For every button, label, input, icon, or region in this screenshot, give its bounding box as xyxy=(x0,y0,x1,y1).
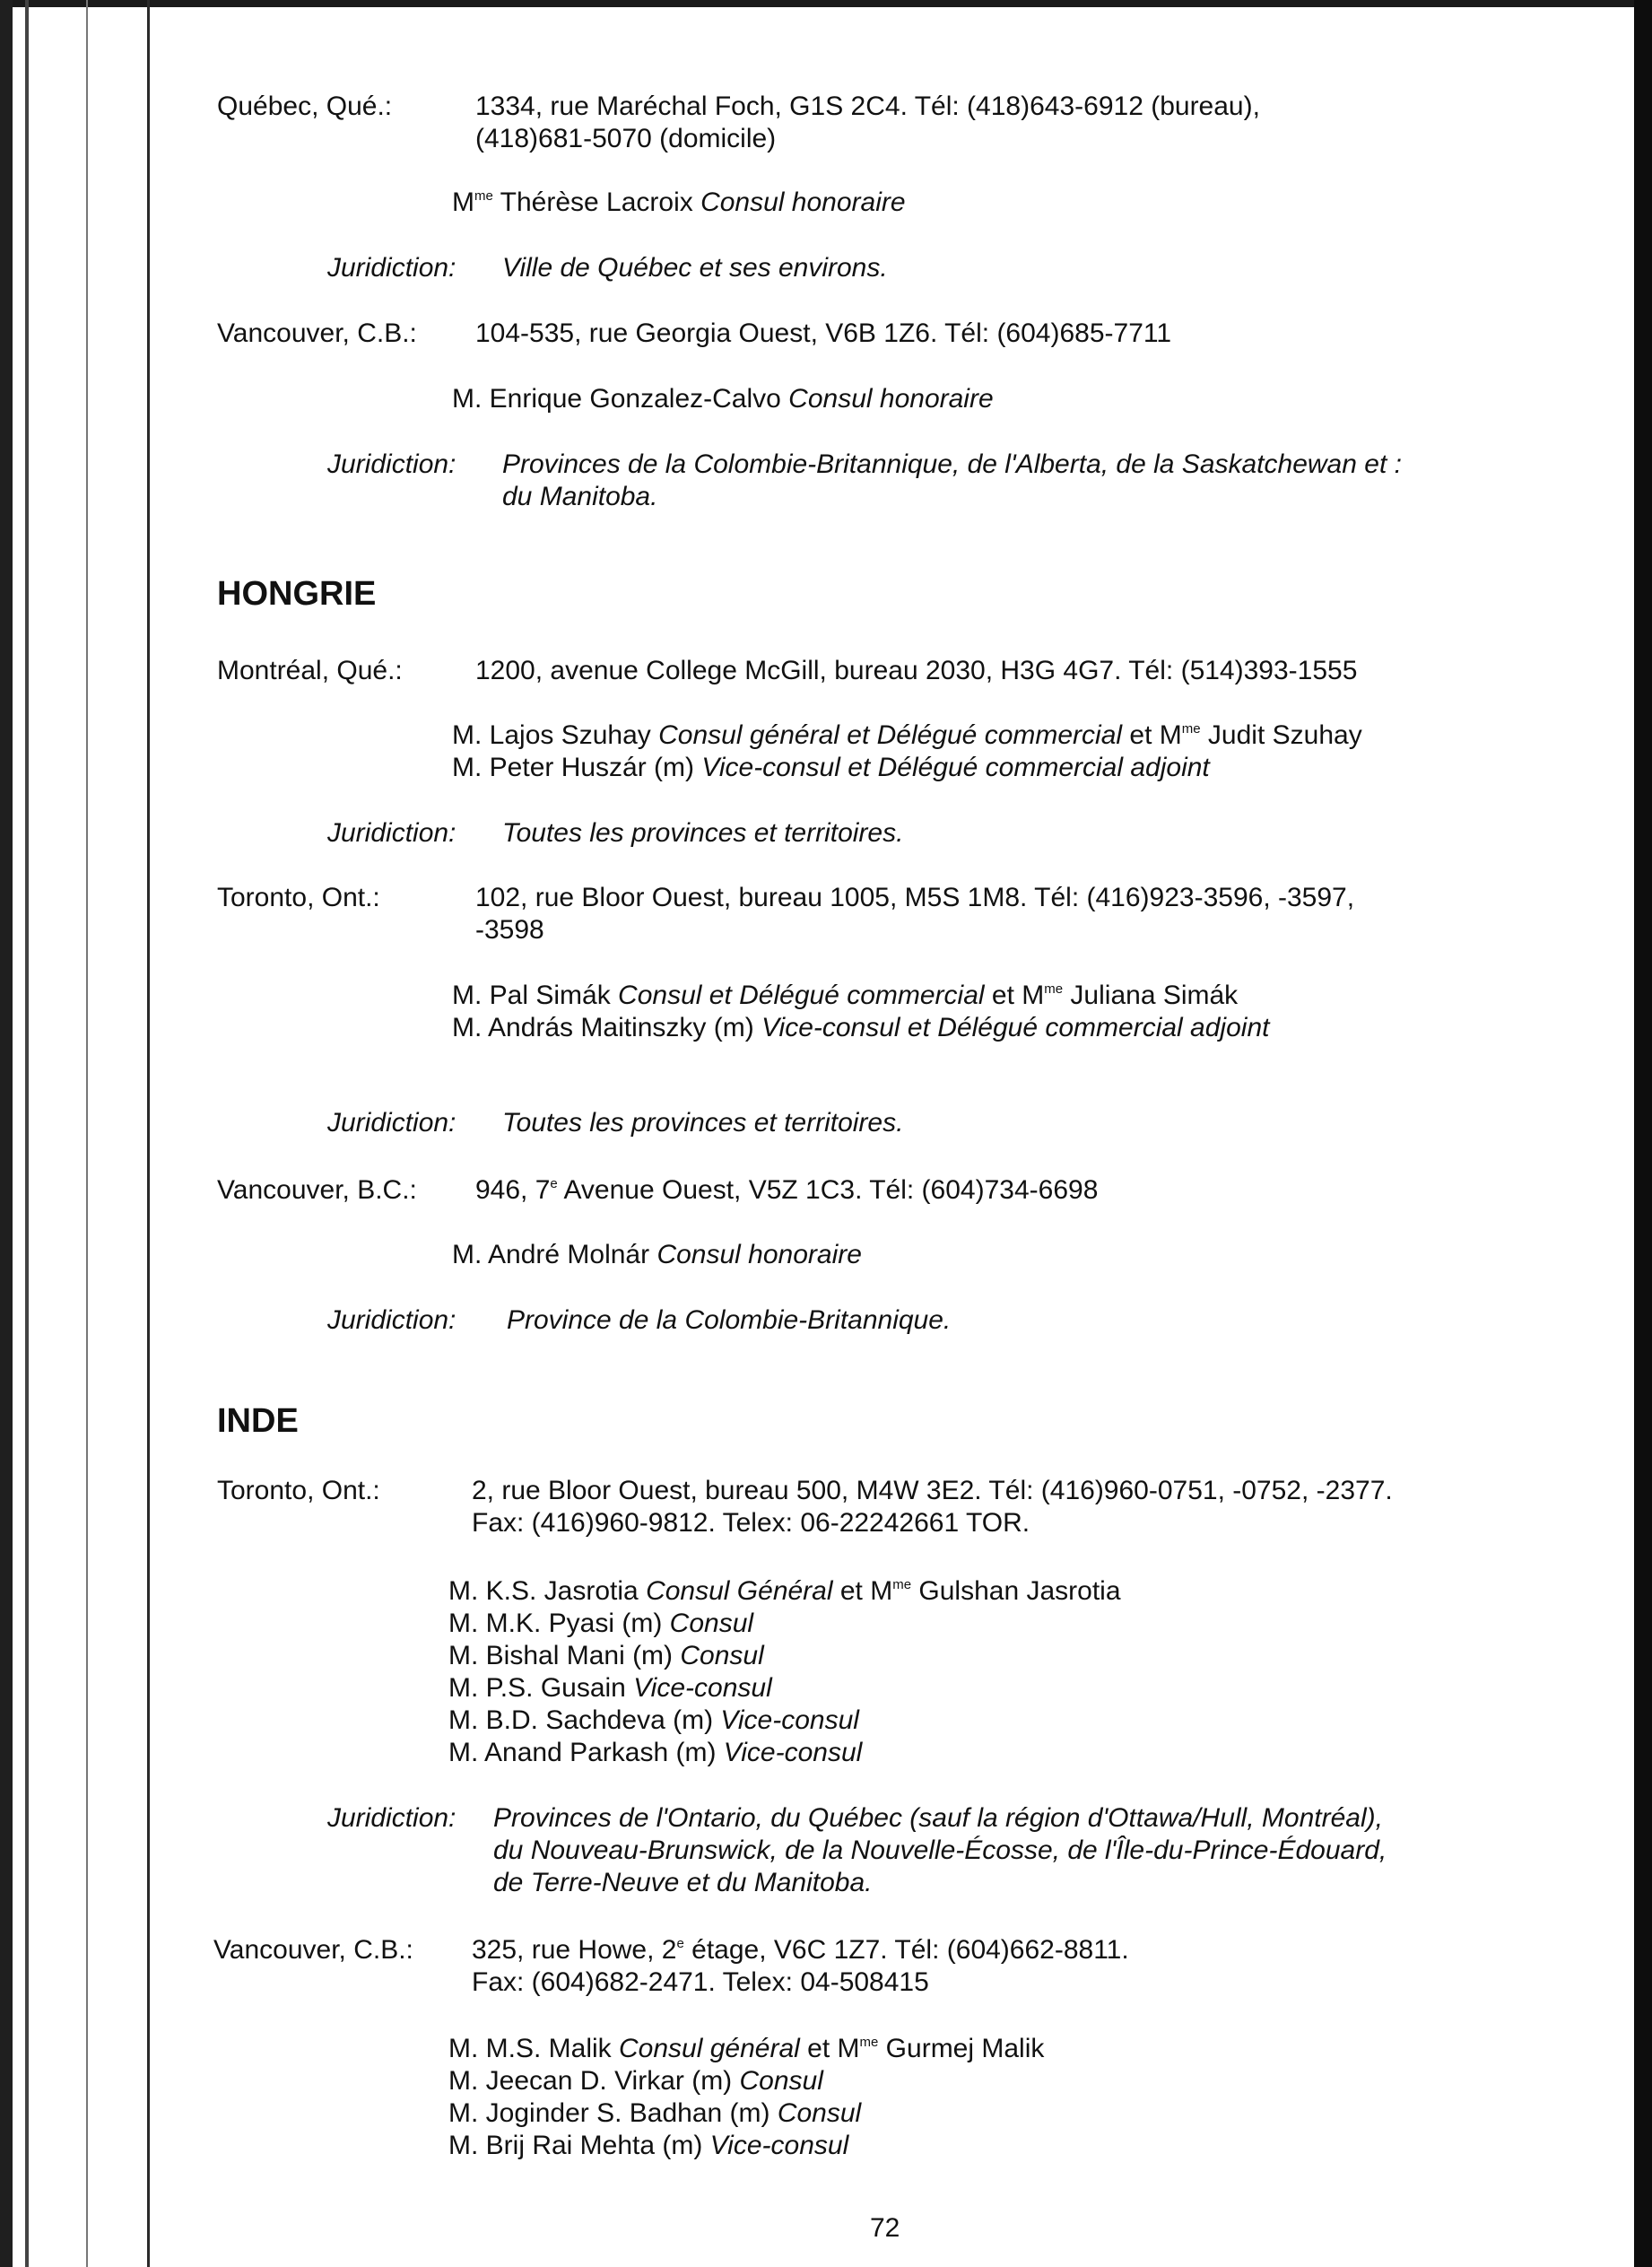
juridiction-label: Juridiction: xyxy=(327,818,456,848)
staff-entry: M. B.D. Sachdeva (m) Vice-consul xyxy=(448,1705,859,1735)
juridiction-label: Juridiction: xyxy=(327,253,456,283)
address: 946, 7e Avenue Ouest, V5Z 1C3. Tél: (604)734-6698 xyxy=(475,1175,1099,1205)
city-label: Toronto, Ont.: xyxy=(217,883,380,912)
address: 102, rue Bloor Ouest, bureau 1005, M5S 1M8. Tél: (416)923-3596, -3597, -3598 xyxy=(475,883,1355,945)
address: 1200, avenue College McGill, bureau 2030, H3G 4G7. Tél: (514)393-1555 xyxy=(475,656,1358,685)
country-heading: INDE xyxy=(217,1402,299,1440)
scan-edge-left-line xyxy=(25,0,29,2267)
city-label: Toronto, Ont.: xyxy=(217,1476,380,1505)
staff-entry: M. András Maitinszky (m) Vice-consul et Délégué commercial adjoint xyxy=(452,1013,1270,1042)
staff-entry: M. P.S. Gusain Vice-consul xyxy=(448,1673,772,1703)
city-label: Vancouver, C.B.: xyxy=(217,318,417,348)
juridiction-label: Juridiction: xyxy=(327,1305,456,1335)
staff-entry: $M^{me}$ Thérèse Lacroix Consul honoraire xyxy=(452,187,906,217)
staff-entry: M. André Molnár Consul honoraire xyxy=(452,1240,862,1269)
juridiction-text: Province de la Colombie-Britannique. xyxy=(507,1305,952,1335)
staff-entry: M. M.S. Malik Consul général et $M^{me}$ Gurmej Malik xyxy=(448,2034,1045,2063)
scan-edge-left-line xyxy=(86,0,88,2267)
scan-edge-top xyxy=(0,0,1652,7)
page-number: 72 xyxy=(870,2213,900,2243)
address: 1334, rue Maréchal Foch, G1S 2C4. Tél: (418)643-6912 (bureau), (418)681-5070 (domicile) xyxy=(475,92,1260,153)
city-label: Vancouver, B.C.: xyxy=(217,1175,417,1205)
staff-entry: M. Bishal Mani (m) Consul xyxy=(448,1641,764,1670)
juridiction-text: Toutes les provinces et territoires. xyxy=(502,818,904,848)
city-label: Québec, Qué.: xyxy=(217,92,393,121)
staff-entry: M. M.K. Pyasi (m) Consul xyxy=(448,1609,754,1638)
address: 2, rue Bloor Ouest, bureau 500, M4W 3E2. Tél: (416)960-0751, -0752, -2377. Fax: (416)960-9812. Telex: 06-22242661 TOR. xyxy=(472,1476,1393,1538)
staff-entry: M. Anand Parkash (m) Vice-consul xyxy=(448,1738,863,1767)
address-line: Fax: (604)682-2471. Telex: 04-508415 xyxy=(472,1967,929,1997)
juridiction-text: Provinces de l'Ontario, du Québec (sauf la région d'Ottawa/Hull, Montréal), du Nouveau-Brunswick, de la Nouvelle-Écosse, de l'Île-du-Prince-Édouard, de Terre-Neuve et du Manitoba. xyxy=(493,1803,1387,1897)
address: 325, rue Howe, 2e étage, V6C 1Z7. Tél: (604)662-8811. xyxy=(472,1935,1129,1965)
staff-entry: M. Joginder S. Badhan (m) Consul xyxy=(448,2098,862,2128)
juridiction-label: Juridiction: xyxy=(327,1803,456,1833)
staff-entry: M. Pal Simák Consul et Délégué commercial et $M^{me}$ Juliana Simák xyxy=(452,981,1239,1010)
staff-entry: M. Jeecan D. Virkar (m) Consul xyxy=(448,2066,823,2096)
scan-edge-left xyxy=(0,0,13,2267)
juridiction-text: Toutes les provinces et territoires. xyxy=(502,1108,904,1138)
juridiction-text: Provinces de la Colombie-Britannique, de l'Alberta, de la Saskatchewan et : du Manitoba. xyxy=(502,449,1402,511)
staff-entry: M. Enrique Gonzalez-Calvo Consul honoraire xyxy=(452,384,994,414)
staff-entry: M. Peter Huszár (m) Vice-consul et Délégué commercial adjoint xyxy=(452,753,1210,782)
staff-entry: M. Lajos Szuhay Consul général et Délégué commercial et $M^{me}$ Judit Szuhay xyxy=(452,720,1362,750)
juridiction-text: Ville de Québec et ses environs. xyxy=(502,253,888,283)
city-label: Montréal, Qué.: xyxy=(217,656,403,685)
juridiction-label: Juridiction: xyxy=(327,1108,456,1138)
scan-edge-right xyxy=(1634,0,1652,2267)
address: 104-535, rue Georgia Ouest, V6B 1Z6. Tél: (604)685-7711 xyxy=(475,318,1172,348)
juridiction-label: Juridiction: xyxy=(327,449,456,479)
staff-entry: M. Brij Rai Mehta (m) Vice-consul xyxy=(448,2131,849,2160)
country-heading: HONGRIE xyxy=(217,575,377,613)
scan-edge-left-line xyxy=(147,0,150,2267)
city-label: Vancouver, C.B.: xyxy=(213,1935,413,1965)
staff-entry: M. K.S. Jasrotia Consul Général et $M^{me}$ Gulshan Jasrotia xyxy=(448,1576,1121,1606)
